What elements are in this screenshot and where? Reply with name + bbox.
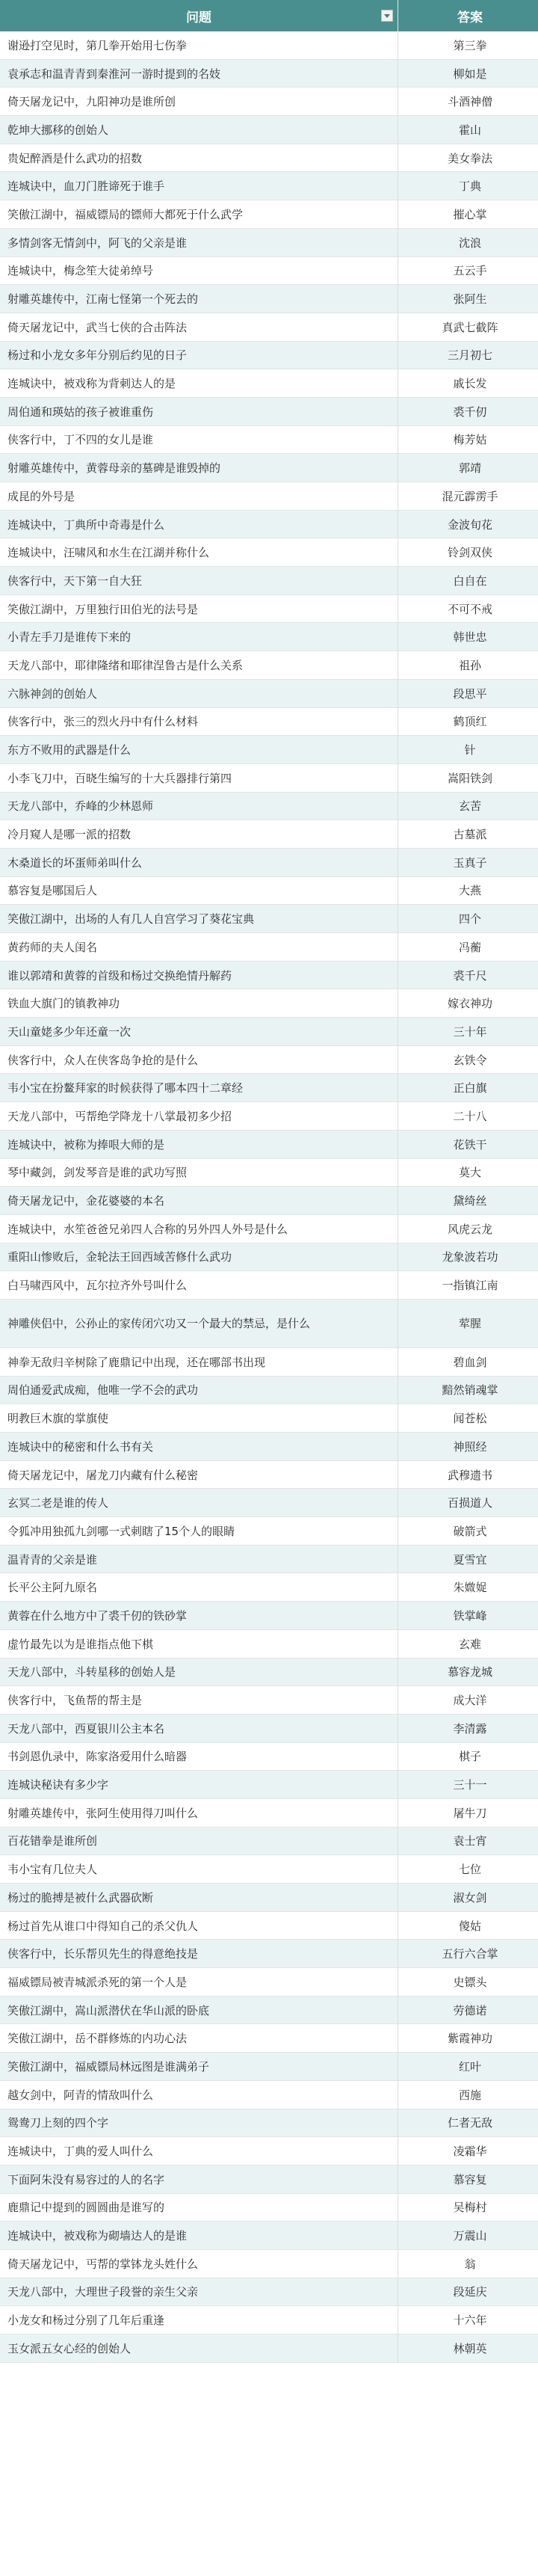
table-row [0,341,538,369]
question-cell[interactable]: 射雕英雄传中，江南七怪第一个死去的 [0,285,398,313]
table-row [0,2249,538,2278]
table-row [0,1884,538,1912]
table-row [0,1545,538,1573]
answer-cell[interactable]: 十六年 [398,2306,538,2334]
table-row [0,2334,538,2363]
table-row [0,623,538,651]
table-row [0,1827,538,1855]
table-row [0,1489,538,1517]
answer-cell[interactable]: 摧心掌 [398,200,538,229]
question-cell[interactable]: 令狐冲用独孤九剑哪一式刺瞎了15个人的眼睛 [0,1517,398,1546]
answer-cell[interactable]: 朱媺娖 [398,1573,538,1602]
table-row [0,763,538,792]
table-row [0,961,538,989]
answer-cell[interactable]: 霍山 [398,116,538,144]
answer-cell[interactable]: 丁典 [398,172,538,200]
answer-cell[interactable]: 袁士宵 [398,1827,538,1855]
answer-cell[interactable]: 嵩阳铁剑 [398,763,538,792]
answer-cell[interactable]: 慕容复 [398,2165,538,2193]
question-cell[interactable]: 侠客行中，丁不四的女儿是谁 [0,425,398,454]
answer-cell[interactable]: 慕容龙城 [398,1658,538,1686]
answer-cell[interactable]: 嫁衣神功 [398,989,538,1018]
answer-cell[interactable]: 三十一 [398,1771,538,1799]
question-cell[interactable]: 侠客行中，众人在侠客岛争抢的是什么 [0,1045,398,1074]
question-cell[interactable]: 成昆的外号是 [0,482,398,511]
table-row [0,2222,538,2250]
answer-cell[interactable]: 七位 [398,1855,538,1884]
answer-cell[interactable]: 玉真子 [398,848,538,876]
question-cell[interactable]: 杨过的脆搏是被什么武器砍断 [0,1884,398,1912]
question-cell[interactable]: 侠客行中，张三的烈火丹中有什么材料 [0,707,398,736]
table-row [0,1074,538,1102]
question-cell[interactable]: 小龙女和杨过分别了几年后重逢 [0,2306,398,2334]
answer-cell[interactable]: 柳如是 [398,59,538,87]
question-cell[interactable]: 连城诀秘诀有多少字 [0,1771,398,1799]
question-cell[interactable]: 天龙八部中，大理世子段誉的亲生父亲 [0,2278,398,2306]
table-row [0,707,538,736]
table-row [0,256,538,285]
table-row [0,1771,538,1799]
answer-cell[interactable]: 万震山 [398,2222,538,2250]
answer-cell[interactable]: 玄难 [398,1629,538,1658]
table-row [0,792,538,820]
question-cell[interactable]: 越女剑中，阿青的情敌叫什么 [0,2080,398,2109]
question-cell[interactable]: 神雕侠侣中，公孙止的家传闭穴功又一个最大的禁忌，是什么 [0,1299,398,1347]
answer-cell[interactable]: 鹤顶红 [398,707,538,736]
table-row [0,1271,538,1300]
table-row [0,144,538,172]
table-row [0,736,538,764]
question-cell[interactable]: 杨过首先从谁口中得知自己的杀父仇人 [0,1911,398,1940]
table-row [0,116,538,144]
answer-cell[interactable]: 林朝英 [398,2334,538,2363]
table-row [0,1404,538,1433]
question-cell[interactable]: 书剑恩仇录中，陈家洛爱用什么暗器 [0,1742,398,1771]
question-cell[interactable]: 笑傲江湖中，万里独行田伯光的法号是 [0,594,398,623]
header-question-label: 问题 [186,10,211,25]
answer-cell[interactable]: 冯蘅 [398,933,538,962]
table-row [0,2165,538,2193]
question-cell[interactable]: 白马啸西风中，瓦尔拉齐外号叫什么 [0,1271,398,1300]
question-cell[interactable]: 杨过和小龙女多年分别后约见的日子 [0,341,398,369]
table-row [0,1347,538,1376]
answer-cell[interactable]: 棋子 [398,1742,538,1771]
question-cell[interactable]: 倚天屠龙记中，九阳神功是谁所创 [0,87,398,116]
table-row [0,1158,538,1187]
table-row [0,2137,538,2165]
question-cell[interactable]: 连城诀中，汪啸风和水生在江湖并称什么 [0,538,398,567]
table-row [0,172,538,200]
answer-cell[interactable]: 五行六合掌 [398,1940,538,1968]
question-cell[interactable]: 乾坤大挪移的创始人 [0,116,398,144]
answer-cell[interactable]: 黛绮丝 [398,1187,538,1215]
answer-cell[interactable]: 铁掌峰 [398,1602,538,1630]
answer-cell[interactable]: 碧血剑 [398,1347,538,1376]
answer-cell[interactable]: 紫霞神功 [398,2024,538,2053]
question-cell[interactable]: 倚天屠龙记中，金花婆婆的本名 [0,1187,398,1215]
question-cell[interactable]: 天龙八部中，耶律隆绪和耶律涅鲁古是什么关系 [0,651,398,680]
question-cell[interactable]: 下面阿朱没有易容过的人的名字 [0,2165,398,2193]
table-row [0,594,538,623]
answer-cell[interactable]: 傻姑 [398,1911,538,1940]
table-row [0,651,538,680]
question-cell[interactable]: 笑傲江湖中，福威镖局林远图是谁满弟子 [0,2053,398,2081]
question-cell[interactable]: 连城诀中，被称为捧哏大师的是 [0,1130,398,1158]
answer-cell[interactable]: 三月初七 [398,341,538,369]
question-cell[interactable]: 黄药师的夫人闺名 [0,933,398,962]
table-row [0,1376,538,1404]
answer-cell[interactable]: 黯然销魂掌 [398,1376,538,1404]
question-cell[interactable]: 天龙八部中，斗转星移的创始人是 [0,1658,398,1686]
question-cell[interactable]: 玄冥二老是谁的传人 [0,1489,398,1517]
answer-cell[interactable]: 一指镇江南 [398,1271,538,1300]
answer-cell[interactable]: 凌霜华 [398,2137,538,2165]
question-cell[interactable]: 倚天屠龙记中，屠龙刀内藏有什么秘密 [0,1460,398,1489]
table-row [0,1299,538,1347]
table-row [0,1968,538,1996]
question-cell[interactable]: 铁血大旗门的镇教神功 [0,989,398,1018]
table-body [0,31,538,2362]
answer-cell[interactable]: 成大洋 [398,1686,538,1715]
table-row [0,1996,538,2024]
question-cell[interactable]: 慕容复是哪国后人 [0,876,398,905]
answer-cell[interactable]: 戚长发 [398,369,538,398]
question-cell[interactable]: 福威镖局被青城派杀死的第一个人是 [0,1968,398,1996]
question-cell[interactable]: 重阳山惨败后，金轮法王回西域苦修什么武功 [0,1243,398,1271]
dropdown-arrow-icon [383,12,391,19]
table-row [0,1629,538,1658]
header-question[interactable] [0,0,398,31]
question-cell[interactable]: 长平公主阿九原名 [0,1573,398,1602]
question-cell[interactable]: 侠客行中，飞鱼帮的帮主是 [0,1686,398,1715]
question-cell[interactable]: 玉女派五女心经的创始人 [0,2334,398,2363]
answer-cell[interactable]: 针 [398,736,538,764]
answer-cell[interactable]: 大燕 [398,876,538,905]
question-cell[interactable]: 韦小宝在扮鳌拜家的时候获得了哪本四十二章经 [0,1074,398,1102]
answer-cell[interactable]: 莫大 [398,1158,538,1187]
answer-cell[interactable]: 仁者无敌 [398,2109,538,2137]
table-row [0,2278,538,2306]
answer-cell[interactable]: 裘千仞 [398,397,538,425]
question-cell[interactable]: 明教巨木旗的掌旗使 [0,1404,398,1433]
answer-cell[interactable]: 古墓派 [398,820,538,849]
question-cell[interactable]: 连城诀中，被戏称为砌墙达人的是谁 [0,2222,398,2250]
answer-cell[interactable]: 郭靖 [398,454,538,482]
table-row [0,510,538,538]
table-row [0,2053,538,2081]
answer-cell[interactable]: 翁 [398,2249,538,2278]
answer-cell[interactable]: 不可不戒 [398,594,538,623]
question-cell[interactable]: 笑傲江湖中，嵩山派潜伏在华山派的卧底 [0,1996,398,2024]
table-row [0,2306,538,2334]
table-row [0,1855,538,1884]
question-cell[interactable]: 小青左手刀是谁传下来的 [0,623,398,651]
table-row [0,87,538,116]
question-cell[interactable]: 黄蓉在什么地方中了裘千仞的铁砂掌 [0,1602,398,1630]
table-row [0,933,538,962]
question-cell[interactable]: 木桑道长的坏蛋师弟叫什么 [0,848,398,876]
answer-cell[interactable]: 张阿生 [398,285,538,313]
question-cell[interactable]: 射雕英雄传中，黄蓉母亲的墓碑是谁毁掉的 [0,454,398,482]
question-cell[interactable]: 谢逊打空见时，第几拳开始用七伤拳 [0,31,398,59]
answer-cell[interactable]: 段延庆 [398,2278,538,2306]
answer-cell[interactable]: 韩世忠 [398,623,538,651]
question-cell[interactable]: 侠客行中，长乐帮贝先生的得意绝技是 [0,1940,398,1968]
question-cell[interactable]: 连城诀中，丁典所中奇毒是什么 [0,510,398,538]
answer-cell[interactable]: 第三拳 [398,31,538,59]
table-row [0,848,538,876]
question-cell[interactable]: 贵妃醉酒是什么武功的招数 [0,144,398,172]
question-cell[interactable]: 天龙八部中，乔峰的少林恩师 [0,792,398,820]
table-row [0,1243,538,1271]
answer-cell[interactable]: 五云手 [398,256,538,285]
table-row [0,1102,538,1131]
table-row [0,1018,538,1046]
answer-cell[interactable]: 白自在 [398,567,538,595]
table-row [0,31,538,59]
answer-cell[interactable]: 美女拳法 [398,144,538,172]
question-cell[interactable]: 多情剑客无情剑中，阿飞的父亲是谁 [0,228,398,256]
question-cell[interactable]: 鸳鸯刀上刻的四个字 [0,2109,398,2137]
question-cell[interactable]: 笑傲江湖中，福威镖局的镖师大都死于什么武学 [0,200,398,229]
answer-cell[interactable]: 闻苍松 [398,1404,538,1433]
table-row [0,482,538,511]
table-row [0,1911,538,1940]
table-row [0,59,538,87]
table-row [0,1798,538,1827]
answer-cell[interactable]: 百损道人 [398,1489,538,1517]
table-row [0,2024,538,2053]
question-cell[interactable]: 冷月窥人是哪一派的招数 [0,820,398,849]
table-row [0,538,538,567]
table-row [0,1187,538,1215]
table-row [0,1686,538,1715]
question-cell[interactable]: 周伯通和瑛姑的孩子被谁重伤 [0,397,398,425]
table-row [0,1214,538,1243]
table-row [0,820,538,849]
question-cell[interactable]: 笑傲江湖中，岳不群修炼的内功心法 [0,2024,398,2053]
question-cell[interactable]: 连城诀中，梅念笙大徒弟绰号 [0,256,398,285]
answer-cell[interactable]: 金波旬花 [398,510,538,538]
table-row [0,1658,538,1686]
answer-cell[interactable]: 玄铁令 [398,1045,538,1074]
answer-cell[interactable]: 四个 [398,905,538,933]
table-row [0,1742,538,1771]
table-row [0,2193,538,2222]
answer-cell[interactable]: 史镖头 [398,1968,538,1996]
answer-cell[interactable]: 吴梅村 [398,2193,538,2222]
question-cell[interactable]: 小李飞刀中，百晓生编写的十大兵器排行第四 [0,763,398,792]
question-cell[interactable]: 连城诀中，被戏称为背刺达人的是 [0,369,398,398]
table-row [0,313,538,341]
table-row [0,285,538,313]
question-cell[interactable]: 韦小宝有几位夫人 [0,1855,398,1884]
answer-cell[interactable]: 玄苦 [398,792,538,820]
table-row [0,2109,538,2137]
question-cell[interactable]: 百花错拳是谁所创 [0,1827,398,1855]
answer-cell[interactable]: 沈浪 [398,228,538,256]
table-row [0,1045,538,1074]
answer-cell[interactable]: 李清露 [398,1714,538,1742]
table-row [0,1517,538,1546]
table-row [0,228,538,256]
question-cell[interactable]: 天山童姥多少年还童一次 [0,1018,398,1046]
question-cell[interactable]: 侠客行中，天下第一自大狂 [0,567,398,595]
answer-cell[interactable]: 裘千尺 [398,961,538,989]
answer-cell[interactable]: 龙象波若功 [398,1243,538,1271]
answer-cell[interactable]: 梅芳姑 [398,425,538,454]
answer-cell[interactable]: 风虎云龙 [398,1214,538,1243]
table-row [0,989,538,1018]
answer-cell[interactable]: 真武七截阵 [398,313,538,341]
answer-cell[interactable]: 西施 [398,2080,538,2109]
table-row [0,1602,538,1630]
answer-cell[interactable]: 武穆遗书 [398,1460,538,1489]
question-cell[interactable]: 温青青的父亲是谁 [0,1545,398,1573]
table-row [0,1940,538,1968]
table-row [0,1460,538,1489]
question-cell[interactable]: 虚竹最先以为是谁指点他下棋 [0,1629,398,1658]
table-row [0,567,538,595]
answer-cell[interactable]: 红叶 [398,2053,538,2081]
question-cell[interactable]: 连城诀中，血刀门胜谛死于谁手 [0,172,398,200]
answer-cell[interactable]: 花铁干 [398,1130,538,1158]
table-row [0,1714,538,1742]
table-row [0,2080,538,2109]
answer-cell[interactable]: 祖孙 [398,651,538,680]
answer-cell[interactable]: 劳德诺 [398,1996,538,2024]
answer-cell[interactable]: 斗酒神僧 [398,87,538,116]
question-cell[interactable]: 倚天屠龙记中，丐帮的掌钵龙头姓什么 [0,2249,398,2278]
answer-cell[interactable]: 神照经 [398,1433,538,1461]
table-row [0,200,538,229]
question-cell[interactable]: 神拳无敌归辛树除了鹿鼎记中出现，还在哪部书出现 [0,1347,398,1376]
answer-cell[interactable]: 铃剑双侠 [398,538,538,567]
answer-cell[interactable]: 混元霹雳手 [398,482,538,511]
question-cell[interactable]: 袁承志和温青青到秦淮河一游时提到的名妓 [0,59,398,87]
table-row [0,1433,538,1461]
question-cell[interactable]: 笑傲江湖中，出场的人有几人自宫学习了葵花宝典 [0,905,398,933]
answer-cell[interactable]: 屠牛刀 [398,1798,538,1827]
question-cell[interactable]: 东方不败用的武器是什么 [0,736,398,764]
question-cell[interactable]: 射雕英雄传中，张阿生使用得刀叫什么 [0,1798,398,1827]
answer-cell[interactable]: 夏雪宜 [398,1545,538,1573]
table-row [0,679,538,707]
question-cell[interactable]: 鹿鼎记中提到的圆圆曲是谁写的 [0,2193,398,2222]
table-row [0,425,538,454]
question-cell[interactable]: 天龙八部中，丐帮绝学降龙十八掌最初多少招 [0,1102,398,1131]
table-row [0,1130,538,1158]
header-answer-label: 答案 [457,10,483,25]
answer-cell[interactable]: 正白旗 [398,1074,538,1102]
header-answer[interactable] [398,0,538,31]
filter-button[interactable] [381,10,393,22]
answer-cell[interactable]: 三十年 [398,1018,538,1046]
answer-cell[interactable]: 破箭式 [398,1517,538,1546]
table-row [0,905,538,933]
question-cell[interactable]: 连城诀中的秘密和什么书有关 [0,1433,398,1461]
question-cell[interactable]: 六脉神剑的创始人 [0,679,398,707]
table-row [0,1573,538,1602]
answer-cell[interactable]: 荤腥 [398,1299,538,1347]
table-row [0,454,538,482]
question-cell[interactable]: 倚天屠龙记中，武当七侠的合击阵法 [0,313,398,341]
question-cell[interactable]: 天龙八部中，西夏银川公主本名 [0,1714,398,1742]
header-row [0,0,538,31]
question-cell[interactable]: 连城诀中，水笙爸爸兄弟四人合称的另外四人外号是什么 [0,1214,398,1243]
answer-cell[interactable]: 淑女剑 [398,1884,538,1912]
question-cell[interactable]: 琴中藏剑，剑发琴音是谁的武功写照 [0,1158,398,1187]
answer-cell[interactable]: 段思平 [398,679,538,707]
table-row [0,369,538,398]
question-cell[interactable]: 周伯通爱武成痴，他唯一学不会的武功 [0,1376,398,1404]
question-cell[interactable]: 连城诀中，丁典的爱人叫什么 [0,2137,398,2165]
question-cell[interactable]: 谁以郭靖和黄蓉的首级和杨过交换绝情丹解药 [0,961,398,989]
answer-cell[interactable]: 二十八 [398,1102,538,1131]
table-row [0,876,538,905]
table-row [0,397,538,425]
